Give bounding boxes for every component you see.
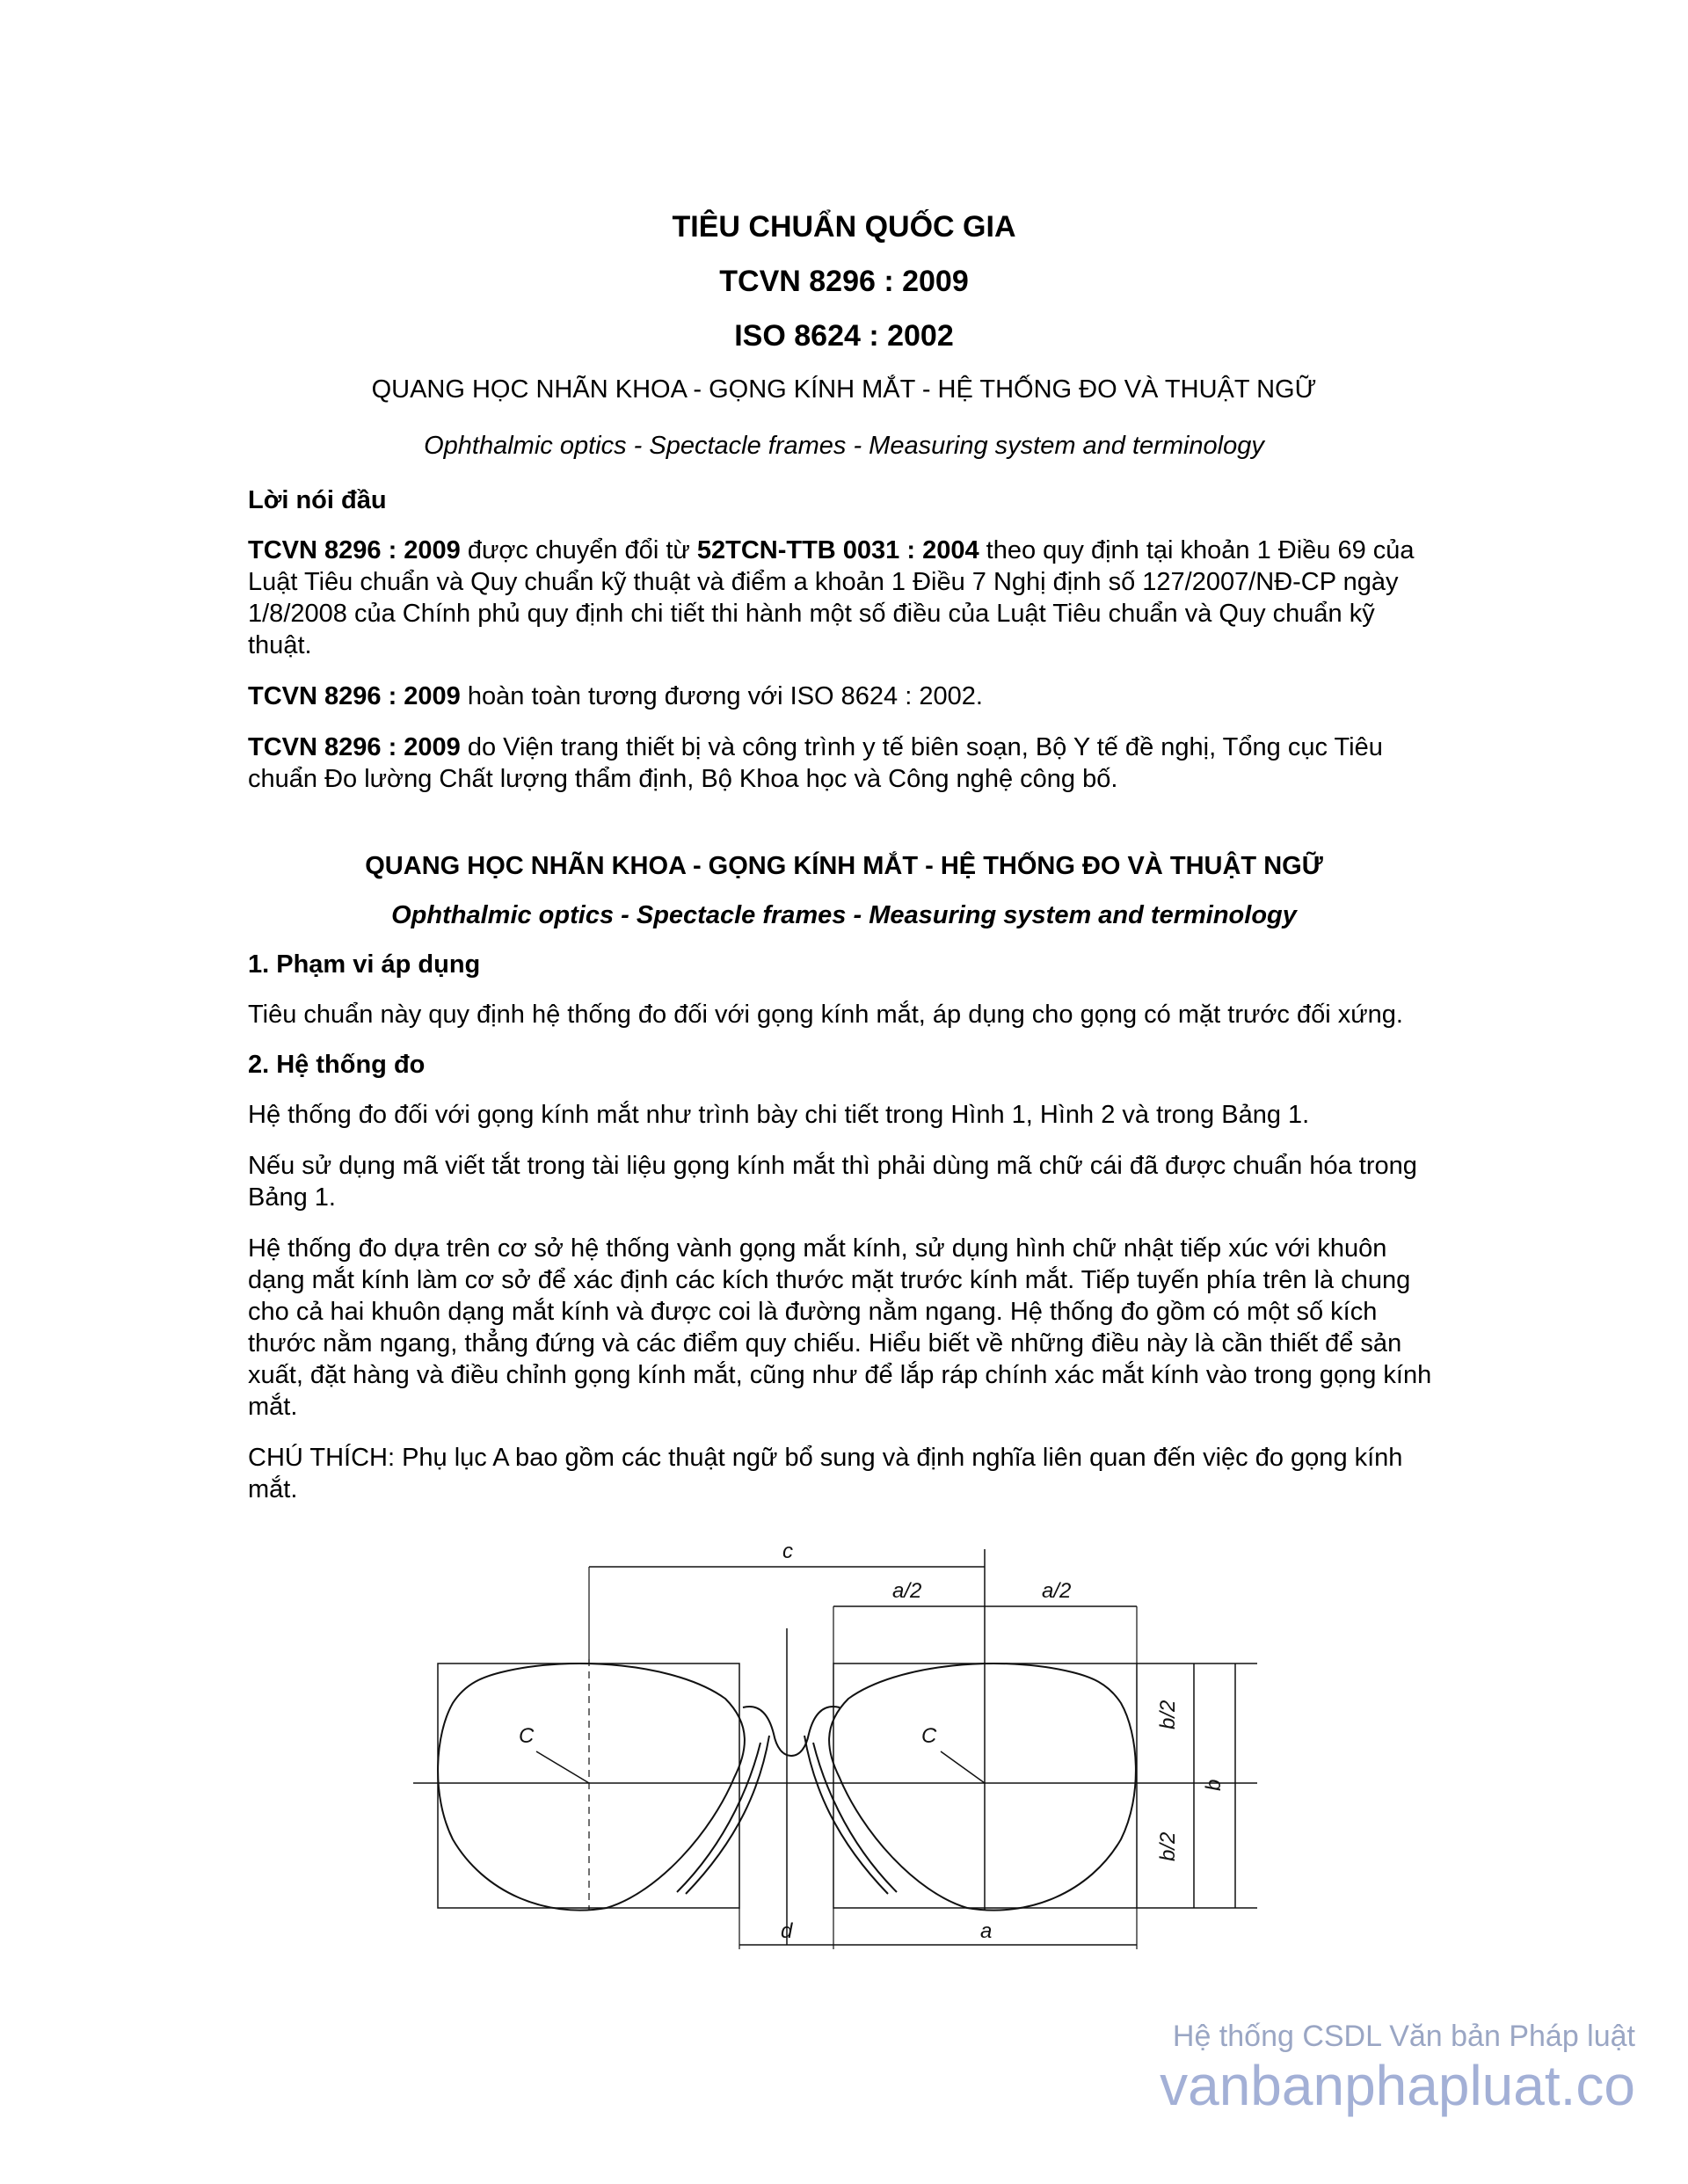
standard-code: TCVN 8296 : 2009 [248,536,461,564]
old-standard-code: 52TCN-TTB 0031 : 2004 [696,536,979,564]
right-lens-outline [829,1663,1136,1911]
label-b: b [1202,1779,1226,1791]
section-1-paragraph: Tiêu chuẩn này quy định hệ thống đo đối với gọng kính mắt, áp dụng cho gọng có mặt trước đối xứng. [248,1001,1403,1029]
left-nose-pad [677,1743,760,1892]
foreword-paragraph-3: TCVN 8296 : 2009 do Viện trang thiết bị và công trình y tế biên soạn, Bộ Y tế đề nghị, Tổng cục Tiêu chuẩn Đo lường Chất lượng thẩm định, Bộ Khoa học và Công nghệ công bố. [248,733,1383,793]
label-b-half-bottom: b/2 [1156,1831,1180,1861]
doc-title-national-standard: TIÊU CHUẨN QUỐC GIA [672,210,1016,244]
label-c-left: C [519,1724,535,1748]
standard-code: TCVN 8296 : 2009 [248,733,461,761]
label-a-half-left: a/2 [892,1579,922,1603]
label-d: d [781,1919,793,1943]
section-2-paragraph-1: Hệ thống đo đối với gọng kính mắt như trình bày chi tiết trong Hình 1, Hình 2 và trong Bảng 1. [248,1101,1310,1129]
label-c-right: C [921,1724,937,1748]
doc-subtitle-en: Ophthalmic optics - Spectacle frames - Measuring system and terminology [424,432,1264,460]
foreword-paragraph-2: TCVN 8296 : 2009 hoàn toàn tương đương với ISO 8624 : 2002. [248,682,983,710]
doc-subtitle: QUANG HỌC NHÃN KHOA - GỌNG KÍNH MẮT - HỆ THỐNG ĐO VÀ THUẬT NGỮ [371,375,1317,404]
body-title-en: Ophthalmic optics - Spectacle frames - Measuring system and terminology [391,901,1297,929]
watermark [1160,2019,1635,2117]
label-a: a [980,1919,993,1943]
foreword-heading: Lời nói đầu [248,486,387,514]
doc-title-tcvn: TCVN 8296 : 2009 [719,265,969,298]
label-b-half-top: b/2 [1156,1700,1180,1729]
label-c: c [782,1540,793,1563]
bridge-outline [743,1707,840,1756]
foreword-paragraph-1: TCVN 8296 : 2009 được chuyển đổi từ 52TCN-TTB 0031 : 2004 theo quy định tại khoản 1 Điều 69 của Luật Tiêu chuẩn và Quy chuẩn kỹ thuật và điểm a khoản 1 Điều 7 Nghị định số 127/2007/NĐ-CP ngày 1/8/2008 của Chính phủ quy định chi tiết thi hành một số điều của Luật Tiêu chuẩn và Quy chuẩn kỹ thuật. [248,536,1415,659]
watermark-line-1: Hệ thống CSDL Văn bản Pháp luật [1172,2020,1635,2053]
section-2-paragraph-2: Nếu sử dụng mã viết tắt trong tài liệu gọng kính mắt thì phải dùng mã chữ cái đã được chuẩn hóa trong Bảng 1. [248,1152,1417,1212]
section-2-paragraph-3: Hệ thống đo dựa trên cơ sở hệ thống vành gọng mắt kính, sử dụng hình chữ nhật tiếp xúc với khuôn dạng mắt kính làm cơ sở để xác định các kích thước mặt trước kính mắt. Tiếp tuyến phía trên là chung cho cả hai khuôn dạng mắt kính và được coi là đường nằm ngang. Hệ thống đo gồm có một số kích thước nằm ngang, thẳng đứng và các điểm quy chiếu. Hiểu biết về những điều này là cần thiết để sản xuất, đặt hàng và điều chỉnh gọng kính mắt, cũng như để lắp ráp chính xác mắt kính vào trong gọng kính mắt. [248,1234,1432,1421]
spectacle-frame-figure [413,1532,1275,1954]
section-1-heading: 1. Phạm vi áp dụng [248,950,481,979]
note-paragraph: CHÚ THÍCH: Phụ lục A bao gồm các thuật ngữ bổ sung và định nghĩa liên quan đến việc đo gọng kính mắt. [248,1444,1403,1503]
section-2-heading: 2. Hệ thống đo [248,1051,426,1079]
standard-code: TCVN 8296 : 2009 [248,682,461,710]
body-title: QUANG HỌC NHÃN KHOA - GỌNG KÍNH MẮT - HỆ THỐNG ĐO VÀ THUẬT NGỮ [365,852,1323,880]
doc-title-iso: ISO 8624 : 2002 [734,319,954,353]
left-lens-outline [438,1663,745,1911]
right-nose-pad [813,1743,897,1892]
watermark-site-link[interactable]: vanbanphapluat.co [1160,2054,1635,2117]
document-page [248,211,1440,1525]
label-a-half-right: a/2 [1042,1579,1072,1603]
